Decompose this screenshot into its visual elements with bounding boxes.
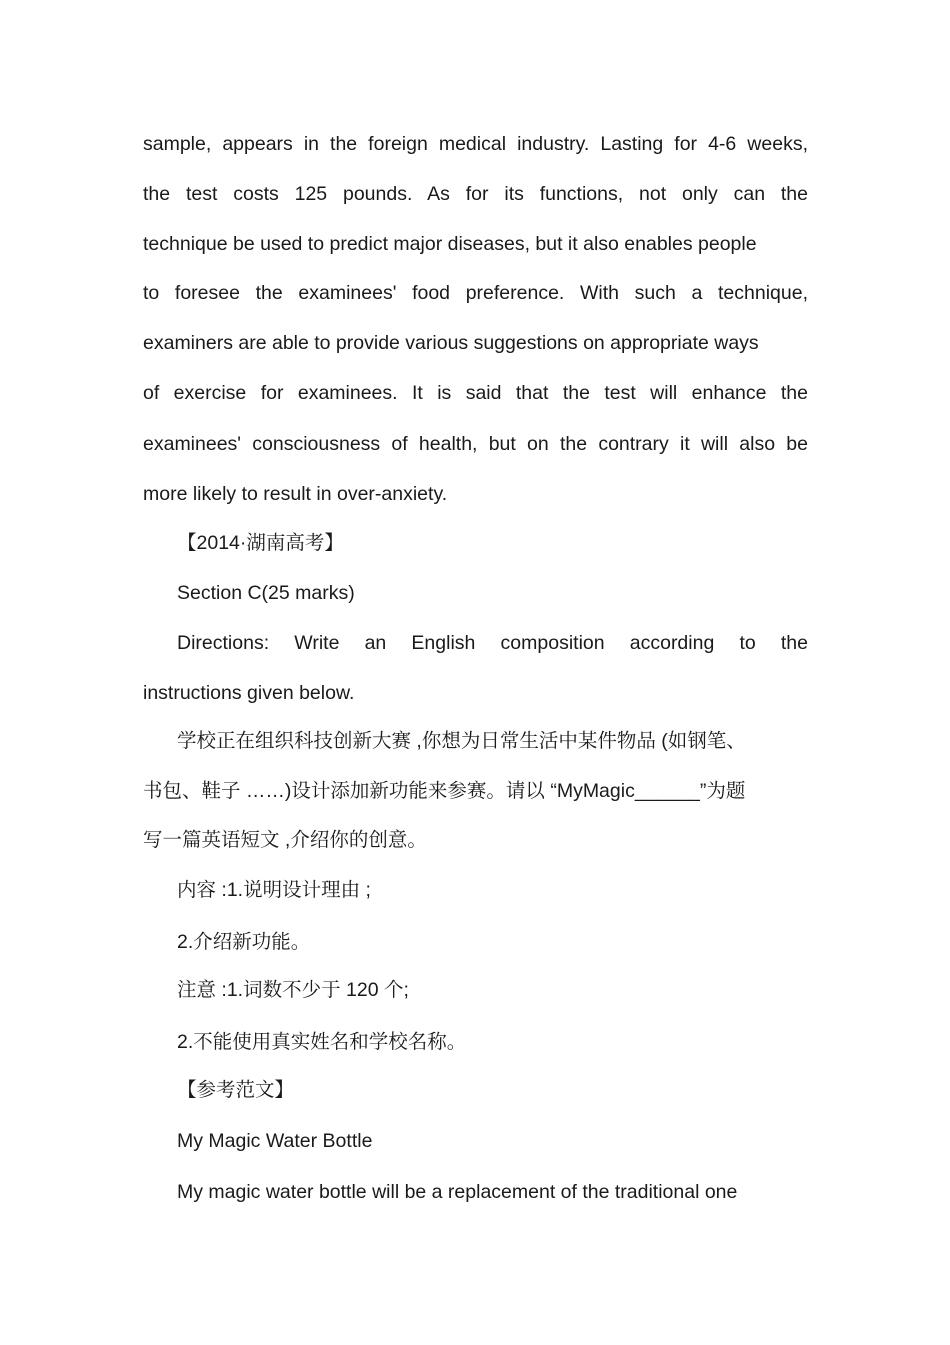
note-requirement: 2.不能使用真实姓名和学校名称。 — [177, 1031, 467, 1053]
note-requirement: 注意 :1.词数不少于 120 个; — [177, 979, 409, 1001]
text-line: examiners are able to provide various suggestions on appropriate ways — [143, 332, 759, 354]
section-heading: Section C(25 marks) — [177, 582, 355, 604]
text-line: sample, appears in the foreign medical industry. Lasting for 4-6 weeks, — [143, 133, 808, 155]
directions-line: Directions: Write an English composition according to the — [177, 632, 808, 654]
text-line: more likely to result in over-anxiety. — [143, 483, 448, 505]
source-heading: 【2014·湖南高考】 — [177, 532, 344, 554]
task-line: 书包、鞋子 ……)设计添加新功能来参赛。请以 “MyMagic______”为题 — [143, 780, 746, 802]
content-requirement: 2.介绍新功能。 — [177, 931, 311, 953]
text-line: technique be used to predict major diseases, but it also enables people — [143, 233, 757, 255]
task-line: 写一篇英语短文 ,介绍你的创意。 — [143, 829, 427, 851]
text-line: to foresee the examinees' food preference. With such a technique, — [143, 282, 808, 304]
text-line: of exercise for examinees. It is said that the test will enhance the — [143, 382, 808, 404]
reference-heading: 【参考范文】 — [177, 1079, 295, 1101]
task-line: 学校正在组织科技创新大赛 ,你想为日常生活中某件物品 (如钢笔、 — [177, 730, 746, 752]
essay-title: My Magic Water Bottle — [177, 1130, 373, 1152]
essay-line: My magic water bottle will be a replacement of the traditional one — [177, 1181, 738, 1203]
directions-line: instructions given below. — [143, 682, 355, 704]
content-requirement: 内容 :1.说明设计理由 ; — [177, 879, 371, 901]
text-line: the test costs 125 pounds. As for its functions, not only can the — [143, 183, 808, 205]
text-line: examinees' consciousness of health, but on the contrary it will also be — [143, 433, 808, 455]
